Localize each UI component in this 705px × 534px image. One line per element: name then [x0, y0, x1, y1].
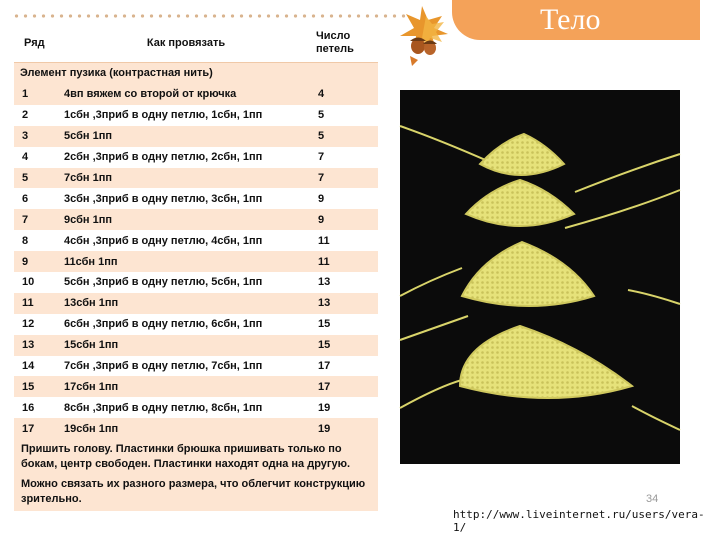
table-row [14, 126, 378, 147]
header-how-to-knit: Как провязать [60, 24, 312, 62]
row-number-cell: 12 [14, 314, 60, 335]
table-row [14, 418, 378, 439]
table-row [14, 293, 378, 314]
how-to-knit-cell: 15сбн 1пп [60, 335, 312, 356]
crochet-piece-2 [466, 180, 574, 226]
stitch-count-cell: 19 [312, 397, 378, 418]
how-to-knit-cell: 7сбн ,3приб в одну петлю, 7сбн, 1пп [60, 356, 312, 377]
stitch-count-cell: 13 [312, 272, 378, 293]
pattern-table [14, 24, 378, 511]
table-row [14, 314, 378, 335]
page-number: 34 [646, 493, 659, 505]
how-to-knit-cell: 9сбн 1пп [60, 209, 312, 230]
table-row [14, 335, 378, 356]
row-number-cell: 11 [14, 293, 60, 314]
table-row [14, 209, 378, 230]
row-number-cell: 15 [14, 376, 60, 397]
table-row [14, 84, 378, 105]
note-text-2: Можно связать их разного размера, что облегчит конструкцию зрительно. [14, 475, 378, 511]
table-row [14, 376, 378, 397]
row-number-cell: 7 [14, 209, 60, 230]
stitch-count-cell: 9 [312, 188, 378, 209]
table-row [14, 168, 378, 189]
crochet-piece-4 [460, 326, 632, 398]
table-row [14, 188, 378, 209]
table-row [14, 105, 378, 126]
how-to-knit-cell: 7сбн 1пп [60, 168, 312, 189]
table-row [14, 147, 378, 168]
row-number-cell: 14 [14, 356, 60, 377]
table-row [14, 230, 378, 251]
how-to-knit-cell: 5сбн ,3приб в одну петлю, 5сбн, 1пп [60, 272, 312, 293]
stitch-count-cell: 11 [312, 230, 378, 251]
row-number-cell: 8 [14, 230, 60, 251]
row-number-cell: 3 [14, 126, 60, 147]
crochet-photo [400, 90, 680, 464]
how-to-knit-cell: 2сбн ,3приб в одну петлю, 2сбн, 1пп [60, 147, 312, 168]
slide-title: Тело [540, 3, 601, 36]
row-number-cell: 6 [14, 188, 60, 209]
row-number-cell: 13 [14, 335, 60, 356]
how-to-knit-cell: 6сбн ,3приб в одну петлю, 6сбн, 1пп [60, 314, 312, 335]
stitch-count-cell: 7 [312, 147, 378, 168]
how-to-knit-cell: 4сбн ,3приб в одну петлю, 4сбн, 1пп [60, 230, 312, 251]
table-header-row [14, 24, 378, 62]
stitch-count-cell: 19 [312, 418, 378, 439]
how-to-knit-cell: 1сбн ,3приб в одну петлю, 1сбн, 1пп [60, 105, 312, 126]
source-url: http://www.liveinternet.ru/users/vera-1/ [453, 508, 705, 534]
table-row [14, 272, 378, 293]
autumn-leaves-acorn-icon [392, 2, 454, 68]
table-row [14, 251, 378, 272]
how-to-knit-cell: 11сбн 1пп [60, 251, 312, 272]
stitch-count-cell: 5 [312, 126, 378, 147]
crochet-piece-1 [480, 134, 564, 175]
stitch-count-cell: 7 [312, 168, 378, 189]
note-row-1 [14, 439, 378, 475]
table-row [14, 356, 378, 377]
stitch-count-cell: 4 [312, 84, 378, 105]
note-text-1: Пришить голову. Пластинки брюшка пришивать только по бокам, центр свободен. Пластинки находят одна на другую. [14, 439, 378, 475]
how-to-knit-cell: 4вп вяжем со второй от крючка [60, 84, 312, 105]
stitch-count-cell: 5 [312, 105, 378, 126]
how-to-knit-cell: 3сбн ,3приб в одну петлю, 3сбн, 1пп [60, 188, 312, 209]
table-row [14, 397, 378, 418]
row-number-cell: 17 [14, 418, 60, 439]
stitch-count-cell: 13 [312, 293, 378, 314]
how-to-knit-cell: 8сбн ,3приб в одну петлю, 8сбн, 1пп [60, 397, 312, 418]
row-number-cell: 10 [14, 272, 60, 293]
crochet-pieces-illustration [400, 90, 680, 464]
stitch-count-cell: 11 [312, 251, 378, 272]
decorative-dots [12, 14, 407, 18]
how-to-knit-cell: 19сбн 1пп [60, 418, 312, 439]
row-number-cell: 4 [14, 147, 60, 168]
how-to-knit-cell: 13сбн 1пп [60, 293, 312, 314]
section-label: Элемент пузика (контрастная нить) [14, 62, 378, 84]
header-divider [14, 62, 378, 63]
stitch-count-cell: 15 [312, 335, 378, 356]
row-number-cell: 5 [14, 168, 60, 189]
stitch-count-cell: 15 [312, 314, 378, 335]
row-number-cell: 1 [14, 84, 60, 105]
section-row [14, 62, 378, 84]
header-row-number: Ряд [14, 24, 60, 62]
stitch-count-cell: 17 [312, 376, 378, 397]
how-to-knit-cell: 5сбн 1пп [60, 126, 312, 147]
pattern-table-container [14, 24, 378, 511]
row-number-cell: 9 [14, 251, 60, 272]
note-row-2 [14, 475, 378, 511]
stitch-count-cell: 17 [312, 356, 378, 377]
stitch-count-cell: 9 [312, 209, 378, 230]
row-number-cell: 2 [14, 105, 60, 126]
how-to-knit-cell: 17сбн 1пп [60, 376, 312, 397]
crochet-piece-3 [462, 242, 594, 306]
header-stitch-count: Число петель [312, 24, 378, 62]
row-number-cell: 16 [14, 397, 60, 418]
